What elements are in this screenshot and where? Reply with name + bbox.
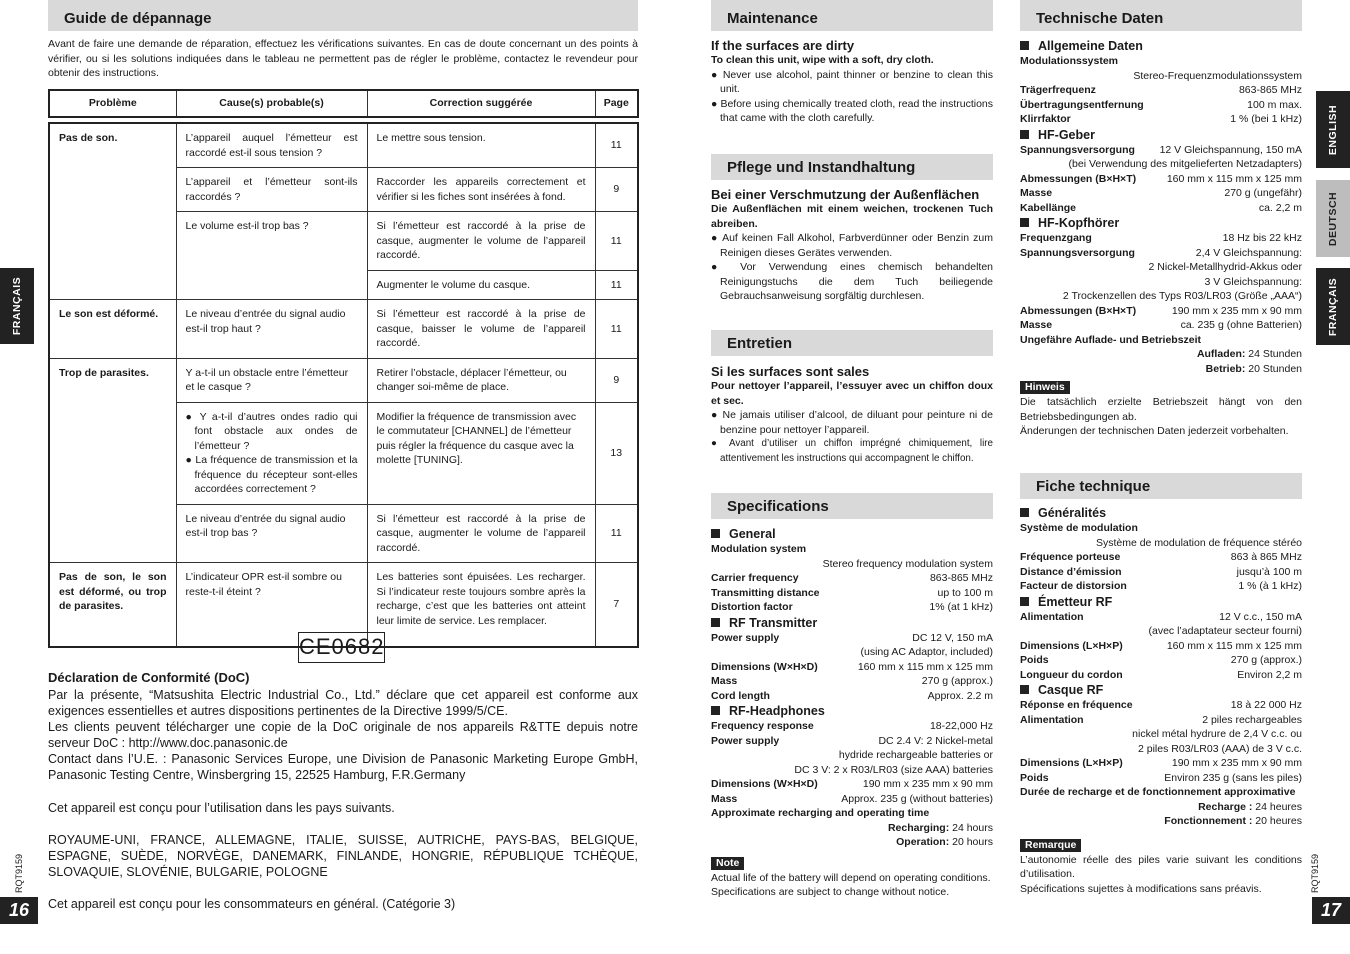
page-number: 16 <box>0 897 38 924</box>
hinweis-tag: Hinweis <box>1020 381 1070 394</box>
language-tab-francais[interactable]: FRANÇAIS <box>0 268 34 344</box>
col-header-problem: Problème <box>49 90 176 117</box>
note-text: Actual life of the battery will depend on operating conditions. <box>711 871 991 884</box>
spec-row: Mass Approx. 235 g (without batteries) <box>711 792 993 805</box>
hinweis-text: Änderungen der technischen Daten jederzeit vorbehalten. <box>1020 425 1289 437</box>
page-cell: 7 <box>595 563 638 647</box>
spec-label: Approximate recharging and operating time <box>711 807 930 819</box>
spec-value: Operation: 20 hours <box>896 836 993 848</box>
spec-label: Modulationssystem <box>1020 55 1119 67</box>
doc-title: Déclaration de Conformité (DoC) <box>48 670 250 685</box>
square-bullet-icon <box>1020 597 1029 606</box>
cause-cell: L’appareil et l’émetteur sont-ils raccordés ? <box>176 168 367 212</box>
spec-row: Dimensions (L×H×P) 160 mm x 115 mm x 125 mm <box>1020 639 1302 652</box>
spec-row: Trägerfrequenz 863-865 MHz <box>1020 84 1302 96</box>
problem-cell: Pas de son, le son est déformé, ou trop de parasites. <box>49 563 176 647</box>
technische-daten-heading: Technische Daten <box>1020 0 1302 31</box>
spec-row: Fréquence porteuse 863 à 865 MHz <box>1020 551 1302 563</box>
spec-row: Abmessungen (B×H×T) 190 mm x 235 mm x 90 mm <box>1020 304 1302 317</box>
generalites-subheading: Généralités <box>1020 506 1302 521</box>
spec-row: Longueur du cordon Environ 2,2 m <box>1020 668 1302 681</box>
spec-row: Abmessungen (B×H×T) 160 mm x 115 mm x 125 mm <box>1020 172 1302 185</box>
spec-row: Dimensions (L×H×P) 190 mm x 235 mm x 90 mm <box>1020 757 1302 769</box>
maintenance-bullet: ● Never use alcohol, paint thinner or benzine to clean this unit. <box>711 68 993 95</box>
pflege-instruction: Die Außenflächen mit einem weichen, trockenen Tuch abreiben. <box>711 203 993 230</box>
language-tab-deutsch[interactable]: DEUTSCH <box>1316 180 1350 257</box>
entretien-instruction: Pour nettoyer l’appareil, l’essuyer avec un chiffon doux et sec. <box>711 380 993 407</box>
square-bullet-icon <box>711 618 720 627</box>
fix-cell: Si l’émetteur est raccordé à la prise de casque, augmenter le volume de l’appareil raccordé. <box>367 212 595 271</box>
col-header-fix: Correction suggérée <box>367 90 595 117</box>
fix-cell: Augmenter le volume du casque. <box>367 270 595 300</box>
spec-value: 2 Nickel-Metallhydrid-Akkus oder <box>1148 261 1302 273</box>
spec-value: (bei Verwendung des mitgelieferten Netzadapters) <box>1068 158 1302 170</box>
spec-row: Poids Environ 235 g (sans les piles) <box>1020 771 1302 784</box>
spec-row: Frequency response 18-22,000 Hz <box>711 720 993 732</box>
emetteur-subheading: Émetteur RF <box>1020 595 1302 610</box>
table-row <box>49 358 638 402</box>
doc-paragraph: Par la présente, “Matsushita Electric Industrial Co., Ltd.” déclare que cet appareil est conforme aux exigences essentielles et autres dispositions pertinentes de la Directive 1999/5/CE. <box>48 688 638 718</box>
fix-cell: Si l’émetteur est raccordé à la prise de casque, baisser le volume de l’appareil raccordé. <box>367 300 595 359</box>
cause-cell: Le volume est-il trop bas ? <box>176 212 367 300</box>
spec-row: Cord length Approx. 2.2 m <box>711 689 993 702</box>
problem-cell: Pas de son. <box>49 123 176 300</box>
spec-value: 3 V Gleichspannung: <box>1204 275 1302 288</box>
spec-value: Stereo-Frequenzmodulationssystem <box>1133 69 1302 82</box>
page-cell: 11 <box>595 270 638 300</box>
spec-row: Klirrfaktor 1 % (bei 1 kHz) <box>1020 113 1302 125</box>
square-bullet-icon <box>711 706 720 715</box>
note-tag: Note <box>711 857 744 870</box>
page-cell: 11 <box>595 504 638 563</box>
doc-paragraph: Les clients peuvent télécharger une copie de la DoC originale de nos appareils R&TTE depuis notre serveur DoC : http://www.doc.panasonic.de <box>48 720 638 750</box>
note-text: Specifications are subject to change without notice. <box>711 886 950 898</box>
cause-bullet: ● Y a-t-il d’autres ondes radio qui font obstacle aux ondes de l’émetteur ? <box>185 410 358 452</box>
troubleshooting-table <box>48 122 639 648</box>
entretien-bullet: ● Avant d’utiliser un chiffon imprégné chimiquement, lire attentivement les instructions qui accompagnent le chiffon. <box>711 438 994 464</box>
spec-row: Masse 270 g (ungefähr) <box>1020 187 1302 199</box>
page-cell: 11 <box>595 212 638 271</box>
spec-row: Power supply DC 2.4 V: 2 Nickel-metal <box>711 734 993 747</box>
model-code: RQT9159 <box>14 853 24 893</box>
spec-row: Dimensions (W×H×D) 160 mm x 115 mm x 125 mm <box>711 660 993 673</box>
rf-transmitter-subheading: RF Transmitter <box>711 616 993 631</box>
technische-daten-body <box>1020 38 1302 439</box>
spec-value: (using AC Adaptor, included) <box>860 646 993 658</box>
spec-row: Carrier frequency 863-865 MHz <box>711 572 993 584</box>
cause-cell: L’appareil auquel l’émetteur est raccordé est-il sous tension ? <box>176 123 367 168</box>
cause-cell: Le niveau d’entrée du signal audio est-il trop bas ? <box>176 504 367 563</box>
page-cell: 13 <box>595 402 638 504</box>
page-cell: 9 <box>595 168 638 212</box>
spec-value: (avec l’adaptateur secteur fourni) <box>1148 625 1302 637</box>
doc-paragraph: Contact dans l’U.E. : Panasonic Services Europe, une Division de Panasonic Marketing Europe GmbH, Panasonic Testing Centre, Winsbergring 15, 22525 Hamburg, F.R.Germany <box>48 752 638 782</box>
spec-row: Distortion factor 1% (at 1 kHz) <box>711 601 993 613</box>
maintenance-instruction: To clean this unit, wipe with a soft, dry cloth. <box>711 54 934 66</box>
entretien-subheading: Si les surfaces sont sales <box>711 364 870 379</box>
countries-list: ROYAUME-UNI, FRANCE, ALLEMAGNE, ITALIE, SUISSE, AUTRICHE, PAYS-BAS, BELGIQUE, ESPAGNE, SUÈDE, NORVÈGE, DANEMARK, FINLANDE, HONGRIE, RÉPUBLIQUE TCHÈQUE, SLOVAQUIE, SLOVÉNIE, BULGARIE, POLOGNE <box>48 833 638 879</box>
spec-row: Alimentation 2 piles rechargeables <box>1020 713 1302 726</box>
cause-bullet: ● La fréquence de transmission et la fréquence du récepteur sont-elles accordées correctement ? <box>185 454 358 495</box>
fix-cell: Modifier la fréquence de transmission avec le commutateur [CHANNEL] de l’émetteur puis régler la fréquence du casque avec la molette [TUNING]. <box>367 402 595 504</box>
spec-row: Dimensions (W×H×D) 190 mm x 235 mm x 90 mm <box>711 778 993 790</box>
fix-cell: Le mettre sous tension. <box>367 123 595 168</box>
fiche-technique-body <box>1020 505 1302 896</box>
page-cell: 11 <box>595 300 638 359</box>
spec-row: Facteur de distorsion 1 % (à 1 kHz) <box>1020 580 1302 592</box>
table-row <box>49 123 638 168</box>
fix-cell: Si l’émetteur est raccordé à la prise de casque, augmenter le volume de l’appareil raccordé. <box>367 504 595 563</box>
specifications-body <box>711 526 993 900</box>
square-bullet-icon <box>1020 508 1029 517</box>
spec-value: Recharge : 24 heures <box>1198 800 1302 813</box>
troubleshooting-header-table <box>48 89 639 118</box>
doc-paragraph: Cet appareil est conçu pour les consommateurs en général. (Catégorie 3) <box>48 897 456 911</box>
allgemeine-subheading: Allgemeine Daten <box>1020 39 1302 54</box>
casque-subheading: Casque RF <box>1020 683 1302 698</box>
square-bullet-icon <box>711 529 720 538</box>
spec-label: Ungefähre Auflade- und Betriebszeit <box>1020 333 1202 346</box>
spec-label: Système de modulation <box>1020 522 1138 534</box>
square-bullet-icon <box>1020 41 1029 50</box>
spec-row: Alimentation 12 V c.c., 150 mA <box>1020 610 1302 623</box>
spec-row: Mass 270 g (approx.) <box>711 675 993 687</box>
square-bullet-icon <box>1020 685 1029 694</box>
col-header-page: Page <box>595 90 638 117</box>
spec-value: Fonctionnement : 20 heures <box>1164 815 1302 827</box>
spec-row: Power supply DC 12 V, 150 mA <box>711 631 993 644</box>
page-cell: 11 <box>595 123 638 168</box>
maintenance-bullet: ● Before using chemically treated cloth, read the instructions that came with the cloth carefully. <box>711 97 993 124</box>
hinweis-text: Die tatsächlich erzielte Betriebszeit hängt von den Betriebsbedingungen ab. <box>1020 396 1302 423</box>
spec-value: hydride rechargeable batteries or <box>838 749 993 761</box>
troubleshooting-heading: Guide de dépannage <box>48 0 638 31</box>
entretien-bullet: ● Ne jamais utiliser d’alcool, de diluant pour peinture ni de benzine pour nettoyer l’appareil. <box>711 409 993 436</box>
pflege-bullet: ● Vor Verwendung eines chemisch behandelten Reinigungstuchs die dem Tuch beiliegende Gebrauchsanweisung sorgfältig durchlesen. <box>711 261 993 302</box>
doc-paragraph: Cet appareil est conçu pour l’utilisation dans les pays suivants. <box>48 801 395 815</box>
pflege-subheading: Bei einer Verschmutzung der Außenflächen <box>711 187 980 202</box>
hf-geber-subheading: HF-Geber <box>1020 128 1302 143</box>
fix-cell: Les batteries sont épuisées. Les recharger. Si l’indicateur reste toujours sombre après la recharge, c’est que les batteries ont atteint leur limite de service. Les remplacer. <box>367 563 595 647</box>
spec-value: nickel métal hydrure de 2,4 V c.c. ou <box>1132 728 1302 740</box>
spec-row: Spannungsversorgung 12 V Gleichspannung, 150 mA <box>1020 143 1302 156</box>
maintenance-heading: Maintenance <box>711 0 993 31</box>
spec-value: DC 3 V: 2 x R03/LR03 (size AAA) batteries <box>794 763 993 776</box>
spec-value: 2 Trockenzellen des Typs R03/LR03 (Größe „AAA“) <box>1062 290 1302 302</box>
problem-cell: Le son est déformé. <box>49 300 176 359</box>
square-bullet-icon <box>1020 218 1029 227</box>
pflege-heading: Pflege und Instandhaltung <box>711 154 993 180</box>
rf-headphones-subheading: RF-Headphones <box>711 704 993 719</box>
remarque-text: L’autonomie réelle des piles varie suivant les conditions d’utilisation. <box>1020 853 1302 880</box>
spec-row: Masse ca. 235 g (ohne Batterien) <box>1020 319 1302 331</box>
pflege-bullet: ● Auf keinen Fall Alkohol, Farbverdünner oder Benzin zum Reinigen dieses Gerätes verwenden. <box>711 232 993 259</box>
page-cell: 9 <box>595 358 638 402</box>
fiche-technique-heading: Fiche technique <box>1020 473 1302 499</box>
remarque-tag: Remarque <box>1020 839 1081 852</box>
cause-cell <box>176 402 367 504</box>
entretien-heading: Entretien <box>711 330 993 356</box>
spec-row: Poids 270 g (approx.) <box>1020 654 1302 666</box>
cause-cell: Y a-t-il un obstacle entre l’émetteur et le casque ? <box>176 358 367 402</box>
square-bullet-icon <box>1020 130 1029 139</box>
hf-kopfhoerer-subheading: HF-Kopfhörer <box>1020 216 1302 231</box>
pflege-body <box>711 187 993 304</box>
problem-cell: Trop de parasites. <box>49 358 176 563</box>
spec-value: Betrieb: 20 Stunden <box>1205 362 1302 375</box>
spec-value: 2 piles R03/LR03 (AAA) de 3 V c.c. <box>1138 742 1302 755</box>
entretien-body <box>711 364 993 466</box>
spec-row: Kabellänge ca. 2,2 m <box>1020 201 1302 214</box>
spec-label: Durée de recharge et de fonctionnement approximative <box>1020 786 1296 798</box>
page-number: 17 <box>1312 897 1350 924</box>
general-subheading: General <box>711 527 993 542</box>
spec-value: Aufladen: 24 Stunden <box>1196 348 1302 360</box>
spec-row: Spannungsversorgung 2,4 V Gleichspannung: <box>1020 246 1302 259</box>
table-row <box>49 300 638 359</box>
spec-label: Modulation system <box>711 543 807 555</box>
maintenance-subheading: If the surfaces are dirty <box>711 38 855 53</box>
fix-cell: Retirer l’obstacle, déplacer l’émetteur, ou changer soi-même de place. <box>367 358 595 402</box>
specifications-heading: Specifications <box>711 493 993 519</box>
spec-value: Système de modulation de fréquence stéréo <box>1095 536 1302 549</box>
troubleshooting-intro: Avant de faire une demande de réparation, effectuez les vérifications suivantes. En cas de doute concernant un des points à vérifier, ou si les solutions indiquées dans le tableau ne permettent pas de régler le problème, contactez le revendeur pour obtenir des instructions. <box>48 38 638 79</box>
cause-cell: Le niveau d’entrée du signal audio est-il trop haut ? <box>176 300 367 359</box>
spec-row: Übertragungsentfernung 100 m max. <box>1020 98 1302 111</box>
fix-cell: Raccorder les appareils correctement et vérifier si les fiches sont insérées à fond. <box>367 168 595 212</box>
ce-mark: CE0682 <box>298 632 385 663</box>
model-code: RQT9159 <box>1310 853 1320 893</box>
remarque-text: Spécifications sujettes à modifications sans préavis. <box>1020 882 1262 895</box>
col-header-cause: Cause(s) probable(s) <box>176 90 367 117</box>
spec-row: Frequenzgang 18 Hz bis 22 kHz <box>1020 232 1302 244</box>
spec-value: Stereo frequency modulation system <box>822 557 993 570</box>
language-tab-francais-right[interactable]: FRANÇAIS <box>1316 268 1350 345</box>
cause-cell: L’indicateur OPR est-il sombre ou reste-t-il éteint ? <box>176 563 367 647</box>
spec-row: Distance d’émission jusqu’à 100 m <box>1020 565 1302 578</box>
language-tab-english[interactable]: ENGLISH <box>1316 91 1350 168</box>
spec-row: Réponse en fréquence 18 à 22 000 Hz <box>1020 699 1302 711</box>
maintenance-body <box>711 38 993 126</box>
spec-row: Transmitting distance up to 100 m <box>711 586 993 599</box>
spec-value: Recharging: 24 hours <box>887 821 993 834</box>
